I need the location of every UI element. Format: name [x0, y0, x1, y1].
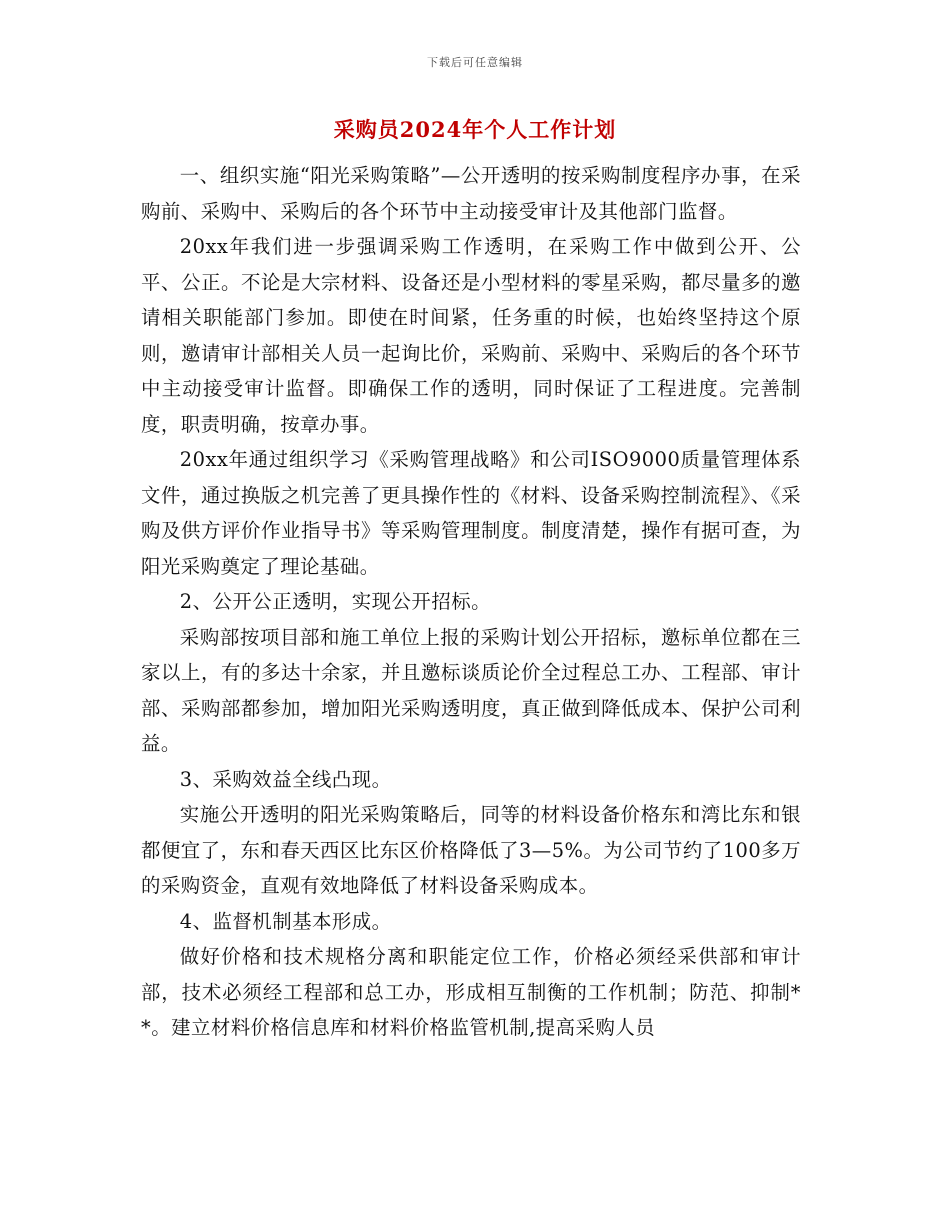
- paragraph-transparency: 20xx年我们进一步强调采购工作透明，在采购工作中做到公开、公平、公正。不论是大宗材料、设备还是小型材料的零星采购，都尽量多的邀请相关职能部门参加。即使在时间紧，任务重的时候，也始终坚持这个原则，邀请审计部相关人员一起询比价，采购前、采购中、采购后的各个环节中主动接受审计监督。即确保工作的透明，同时保证了工程进度。完善制度，职责明确，按章办事。: [141, 235, 801, 436]
- paragraph-tender: 采购部按项目部和施工单位上报的采购计划公开招标，邀标单位都在三家以上，有的多达十余家，并且邀标谈质论价全过程总工办、工程部、审计部、采购部都参加，增加阳光采购透明度，真正做到降低成本、保护公司利益。: [141, 625, 801, 755]
- section-heading-2: 2、公开公正透明，实现公开招标。: [179, 590, 491, 613]
- section-heading-4: 4、监督机制基本形成。: [179, 909, 392, 933]
- header-note: 下载后可任意编辑: [427, 56, 523, 69]
- document-body: [141, 158, 801, 1046]
- document-title: 采购员2024年个人工作计划: [333, 117, 617, 142]
- paragraph-supervision: 做好价格和技术规格分离和职能定位工作，价格必须经采供部和审计部，技术必须经工程部和总工办，形成相互制衡的工作机制；防范、抑制**。建立材料价格信息库和材料价格监管机制,提高采购人员: [141, 945, 801, 1039]
- paragraph-iso: 20xx年通过组织学习《采购管理战略》和公司ISO9000质量管理体系文件，通过换版之机完善了更具操作性的《材料、设备采购控制流程》、《采购及供方评价作业指导书》等采购管理制度。制度清楚，操作有据可查，为阳光采购奠定了理论基础。: [141, 448, 801, 578]
- section-heading-3: 3、采购效益全线凸现。: [179, 767, 392, 791]
- paragraph-benefit: 实施公开透明的阳光采购策略后，同等的材料设备价格东和湾比东和银都便宜了，东和春天西区比东区价格降低了3—5%。为公司节约了100多万的采购资金，直观有效地降低了材料设备采购成本。: [141, 803, 801, 897]
- paragraph-intro: 一、组织实施“阳光采购策略”—公开透明的按采购制度程序办事，在采购前、采购中、采购后的各个环节中主动接受审计及其他部门监督。: [141, 164, 801, 223]
